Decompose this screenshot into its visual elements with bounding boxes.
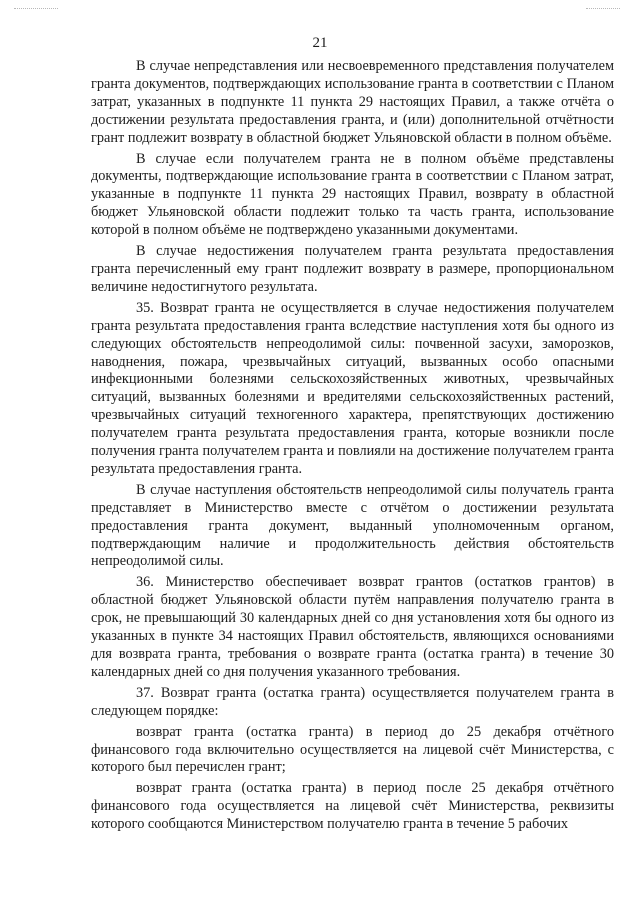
document-body (91, 58, 614, 837)
scan-edge-mark-right (586, 8, 620, 9)
paragraph-return-before-dec-25: возврат гранта (остатка гранта) в период до 25 декабря отчётного финансового года включительно осуществляется на лицевой счёт Министерства, с которого был перечислен грант; (91, 723, 614, 776)
paragraph-result-not-achieved: В случае недостижения получателем гранта результата предоставления гранта перечисленный ему грант подлежит возврату в размере, пропорциональном величине недостигнутого результата. (91, 243, 614, 295)
paragraph-force-majeure-documents: В случае наступления обстоятельств непреодолимой силы получатель гранта представляет в Министерство вместе с отчётом о достижении результата предоставления гранта документ, выданный уполномоченным органом, подтверждающим наличие и продолжительность действия обстоятельств непреодолимой силы. (91, 481, 614, 570)
page-number: 21 (312, 35, 328, 51)
paragraph-36-return-request: 36. Министерство обеспечивает возврат грантов (остатков грантов) в областной бюджет Ульяновской области путём направления получателю гранта в срок, не превышающий 30 календарных дней со дня установления хотя бы одного из указанных в пункте 34 настоящих Правил обстоятельств, являющихся основаниями для возврата гранта, требования о возврате гранта (остатка гранта) в течение 30 календарных дней со дня получения указанного требования. (91, 574, 614, 680)
scan-edge-mark-left (14, 8, 58, 9)
paragraph-35-force-majeure: 35. Возврат гранта не осуществляется в случае недостижения получателем гранта результата предоставления гранта вследствие наступления хотя бы одного из следующих обстоятельств непреодолимой силы: почвенной засухи, заморозков, наводнения, пожара, чрезвычайных ситуаций, вызванных особо опасными инфекционными болезнями сельскохозяйственных животных, чрезвычайных ситуаций, вызванных болезнями и вредителями сельскохозяйственных растений, чрезвычайных ситуаций техногенного характера, препятствующих достижению получателем гранта результата предоставления гранта, которые возникли после получения гранта получателем гранта и повлияли на достижение получателем гранта результата предоставления гранта. (91, 299, 614, 477)
paragraph-non-submission-return: В случае непредставления или несвоевременного представления получателем гранта документов, подтверждающих использование гранта в соответствии с Планом затрат, указанных в подпункте 11 пункта 29 настоящих Правил, а также отчёта о достижении результата предоставления гранта, и (или) дополнительной отчётности грант подлежит возврату в областной бюджет Ульяновской области в полном объёме. (91, 58, 614, 146)
paragraph-37-return-procedure: 37. Возврат гранта (остатка гранта) осуществляется получателем гранта в следующем порядке: (91, 684, 614, 719)
paragraph-return-after-dec-25: возврат гранта (остатка гранта) в период после 25 декабря отчётного финансового года осуществляется на лицевой счёт Министерства, реквизиты которого сообщаются Министерством получателю гранта в течение 5 рабочих (91, 780, 614, 833)
paragraph-partial-documents-return: В случае если получателем гранта не в полном объёме представлены документы, подтверждающие использование гранта в соответствии с Планом затрат, указанные в подпункте 11 пункта 29 настоящих Правил, возврату в областной бюджет Ульяновской области подлежит только та часть гранта, использование которой в полном объёме не подтверждено указанными документами. (91, 150, 614, 239)
